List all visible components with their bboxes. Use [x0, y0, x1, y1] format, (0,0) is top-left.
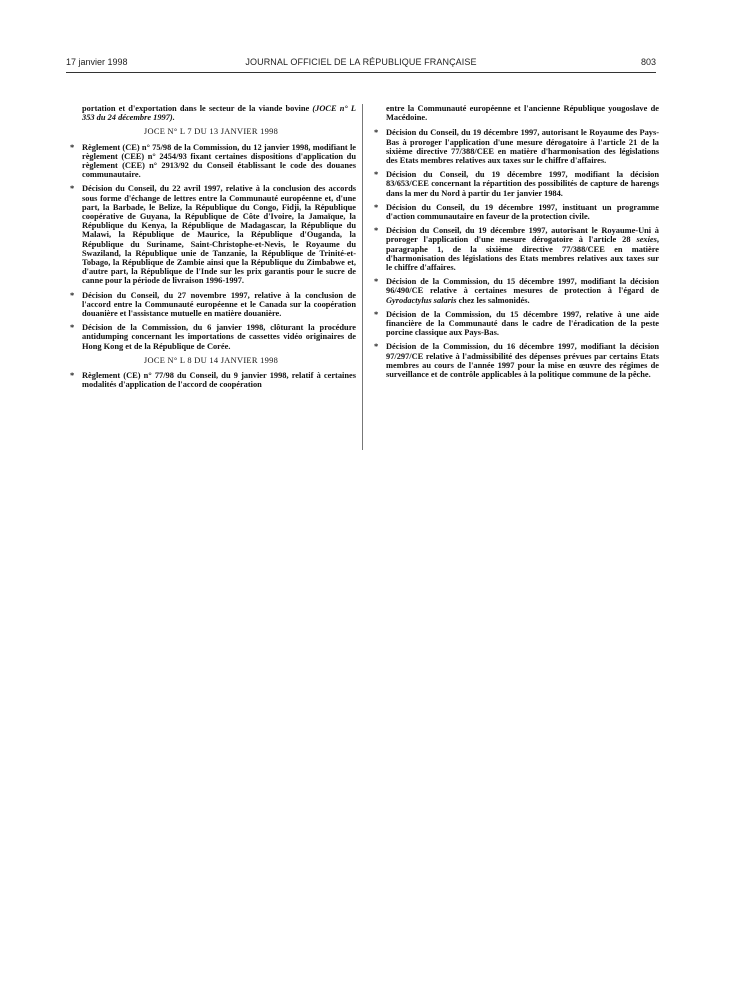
bullet-star: *: [374, 170, 379, 180]
bullet-star: *: [374, 128, 379, 138]
bullet-star: *: [70, 290, 75, 300]
bullet-star: *: [70, 323, 75, 333]
entry-text: Décision de la Commission, du 15 décembre 1997, relative à une aide financière de la Communauté dans le cadre de l'éradication de la peste porcine classique aux Pays-Bas.: [386, 309, 659, 338]
list-item: [370, 342, 659, 379]
entry-text-tail: chez les salmonidés.: [456, 295, 530, 305]
right-column: [370, 104, 659, 384]
header-journal-title: JOURNAL OFFICIEL DE LA RÉPUBLIQUE FRANÇAISE: [245, 57, 477, 67]
header-date: 17 janvier 1998: [66, 57, 128, 67]
intro-reference: (JOCE n° L 353 du 24 décembre 1997).: [82, 104, 356, 123]
entry-text: Règlement (CE) n° 77/98 du Conseil, du 9 janvier 1998, relatif à certaines modalités d'application de l'accord de coopération: [82, 371, 356, 390]
bullet-star: *: [374, 342, 379, 352]
entry-italic-term: sexies: [636, 235, 657, 245]
bullet-star: *: [374, 309, 379, 319]
page-header: [66, 57, 656, 71]
entry-text: Décision du Conseil, du 27 novembre 1997, relative à la conclusion de l'accord entre la Communauté européenne et le Canada sur la coopération douanière et l'assistance mutuelle en matière douanière.: [82, 290, 356, 319]
section-heading-joce-l7: JOCE N° L 7 DU 13 JANVIER 1998: [143, 127, 279, 137]
entry-text: Décision de la Commission, du 15 décembre 1997, modifiant la décision 96/490/CE relative à certaines mesures de protection à l'égard de: [386, 277, 659, 296]
entry-text: Règlement (CE) n° 75/98 de la Commission, du 12 janvier 1998, modifiant le règlement (CEE) n° 2454/93 fixant certaines dispositions d'application du règlement (CEE) n° 2913/92 du Conseil établissant le code des douanes communautaire.: [82, 142, 356, 180]
bullet-star: *: [70, 142, 75, 152]
list-item: [370, 226, 659, 272]
list-item: [370, 277, 659, 305]
list-item: [370, 203, 659, 221]
bullet-star: *: [374, 277, 379, 287]
list-item: [370, 170, 659, 198]
list-item: [66, 184, 356, 285]
entry-text-tail: , paragraphe 1, de la sixième directive 77/388/CEE en matière d'harmonisation des législations des Etats membres relatives aux taxes sur le chiffre d'affaires.: [386, 235, 659, 273]
entry-text: Décision de la Commission, du 6 janvier 1998, clôturant la procédure antidumping concernant les importations de cassettes vidéo originaires de Hong Kong et de la République de Corée.: [82, 323, 356, 351]
header-page-number: 803: [640, 57, 656, 67]
list-item: [66, 323, 356, 351]
bullet-star: *: [374, 226, 379, 236]
section-heading-joce-l8: JOCE N° L 8 DU 14 JANVIER 1998: [143, 355, 279, 365]
entry-text: Décision du Conseil, du 19 décembre 1997, autorisant le Royaume des Pays-Bas à proroger l'application d'une mesure dérogatoire à l'article 21 de la sixième directive 77/388/CEE en matière d'harmonisation des législations des Etats membres relatives aux taxes sur le chiffre d'affaires.: [386, 128, 659, 166]
list-item: [370, 310, 659, 338]
entry-text: Décision du Conseil, du 19 décembre 1997, autorisant le Royaume-Uni à proroger l'application d'une mesure dérogatoire à l'article 28: [386, 226, 659, 245]
bullet-star: *: [70, 184, 75, 194]
list-item: [370, 128, 659, 165]
entry-text: Décision du Conseil, du 19 décembre 1997, instituant un programme d'action communautaire en faveur de la protection civile.: [386, 202, 659, 222]
intro-text: portation et d'exportation dans le secteur de la viande bovine: [82, 104, 310, 113]
entry-text: Décision du Conseil, du 19 décembre 1997, modifiant la décision 83/653/CEE concernant la répartition des possibilités de capture de harengs dans la mer du Nord à partir du 1er janvier 1984.: [386, 170, 659, 198]
entry-italic-term: Gyrodactylus salaris: [386, 295, 457, 305]
bullet-star: *: [70, 371, 75, 381]
list-item: [66, 291, 356, 319]
column-divider: [362, 104, 363, 450]
left-column: [66, 104, 356, 394]
entry-text: Décision du Conseil, du 22 avril 1997, relative à la conclusion des accords sous forme d'échange de lettres entre la Communauté européenne et, d'une part, la Barbade, le Belize, la République du Congo, Fidji, la République coopérative de Guyana, la République de Côte d'Ivoire, la Jamaïque, la République du Kenya, la République de Madagascar, la République du Malawi, la République de Maurice, la République d'Ouganda, la République du Suriname, Saint-Christophe-et-Nevis, le Royaume du Swaziland, la République unie de Tanzanie, la République de Trinité-et-Tobago, la République de Zambie ainsi que la République du Zimbabwe et, d'autre part, la République de l'Inde sur les prix garantis pour le sucre de canne pour la période de livraison 1996-1997.: [82, 184, 356, 286]
list-item: [66, 143, 356, 180]
intro-paragraph: [82, 104, 356, 122]
bullet-star: *: [374, 202, 379, 212]
entry-text: Décision de la Commission, du 16 décembre 1997, modifiant la décision 97/297/CE relative à l'admissibilité des dépenses prévues par certains Etats membres au cours de l'année 1997 pour la mise en œuvre des régimes de surveillance et de contrôle applicables à la politique commune de la pêche.: [386, 342, 659, 380]
continuation-paragraph: entre la Communauté européenne et l'ancienne République yougoslave de Macédoine.: [386, 104, 659, 123]
header-rule: [66, 72, 656, 73]
list-item: [66, 371, 356, 389]
